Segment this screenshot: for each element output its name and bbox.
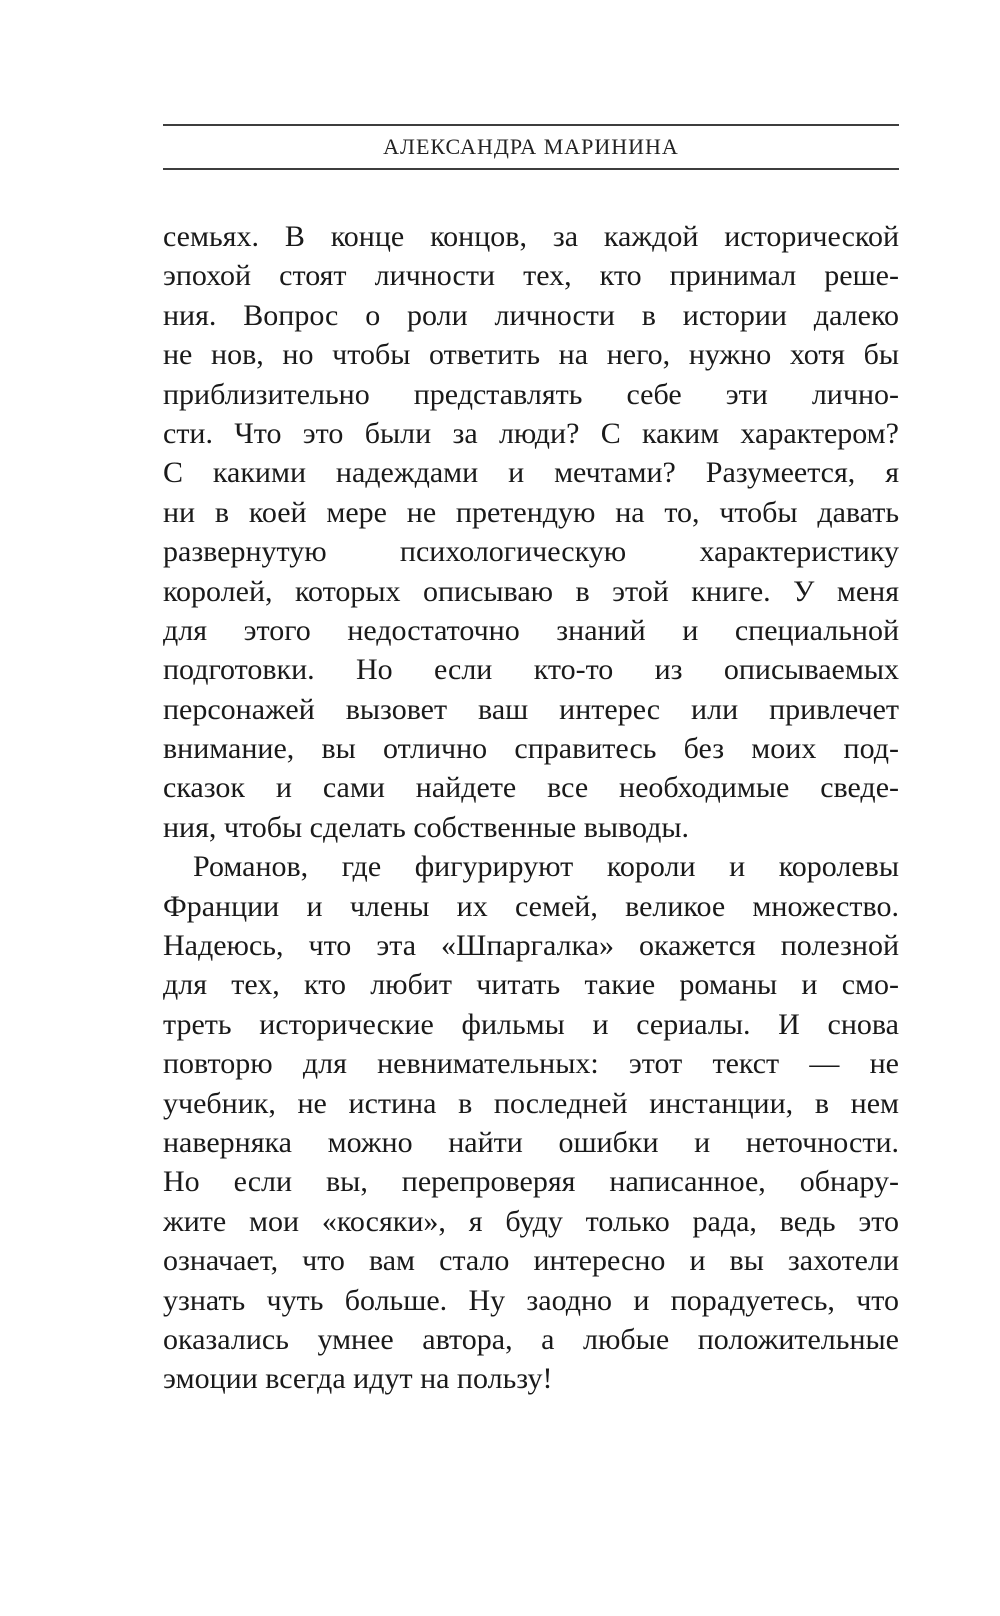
text-line: подготовки. Но если кто-то из описываемых [163, 653, 899, 687]
text-line: Но если вы, перепроверяя написанное, обнару- [163, 1165, 899, 1199]
text-line: развернутую психологическую характеристику [163, 535, 899, 569]
text-line: королей, которых описываю в этой книге. У меня [163, 574, 899, 608]
text-line: оказались умнее автора, а любые положительные [163, 1322, 899, 1356]
text-line: Романов, где фигурируют короли и королевы [193, 850, 899, 884]
text-line: для этого недостаточно знаний и специальной [163, 613, 899, 647]
text-line: ния. Вопрос о роли личности в истории далеко [163, 298, 899, 332]
text-line: приблизительно представлять себе эти лично- [163, 377, 899, 411]
text-line: ния, чтобы сделать собственные выводы. [163, 810, 690, 844]
text-line: жите мои «косяки», я буду только рада, ведь это [163, 1204, 899, 1238]
page-body [163, 217, 899, 1399]
text-line: треть исторические фильмы и сериалы. И снова [163, 1007, 899, 1041]
text-line: учебник, не истина в последней инстанции, в нем [163, 1086, 899, 1120]
text-line: сказок и сами найдете все необходимые сведе- [163, 771, 899, 805]
text-line: означает, что вам стало интересно и вы захотели [163, 1244, 899, 1278]
text-line: узнать чуть больше. Ну заодно и порадуетесь, что [163, 1283, 899, 1317]
running-head [163, 124, 899, 170]
text-line: внимание, вы отлично справитесь без моих под- [163, 732, 899, 766]
text-line: персонажей вызовет ваш интерес или привлечет [163, 692, 899, 726]
text-line: сти. Что это были за люди? С каким характером? [163, 416, 899, 450]
paragraph [163, 847, 899, 1398]
text-line: наверняка можно найти ошибки и неточности. [163, 1125, 899, 1159]
text-line: Надеюсь, что эта «Шпаргалка» окажется полезной [163, 929, 899, 963]
text-line: повторю для невнимательных: этот текст — не [163, 1047, 899, 1081]
text-line: ни в коей мере не претендую на то, чтобы давать [163, 495, 899, 529]
text-line: семьях. В конце концов, за каждой исторической [163, 220, 899, 253]
text-line: Франции и члены их семей, великое множество. [163, 889, 899, 923]
text-line: эмоции всегда идут на пользу! [163, 1362, 553, 1396]
text-line: для тех, кто любит читать такие романы и смо- [163, 968, 899, 1002]
text-line: С какими надеждами и мечтами? Разумеется, я [163, 456, 899, 490]
paragraph [163, 217, 899, 847]
text-line: эпохой стоят личности тех, кто принимал реше- [163, 259, 899, 293]
text-line: не нов, но чтобы ответить на него, нужно хотя бы [163, 338, 899, 372]
author-name: АЛЕКСАНДРА МАРИНИНА [383, 134, 679, 159]
text-block [163, 124, 899, 1399]
